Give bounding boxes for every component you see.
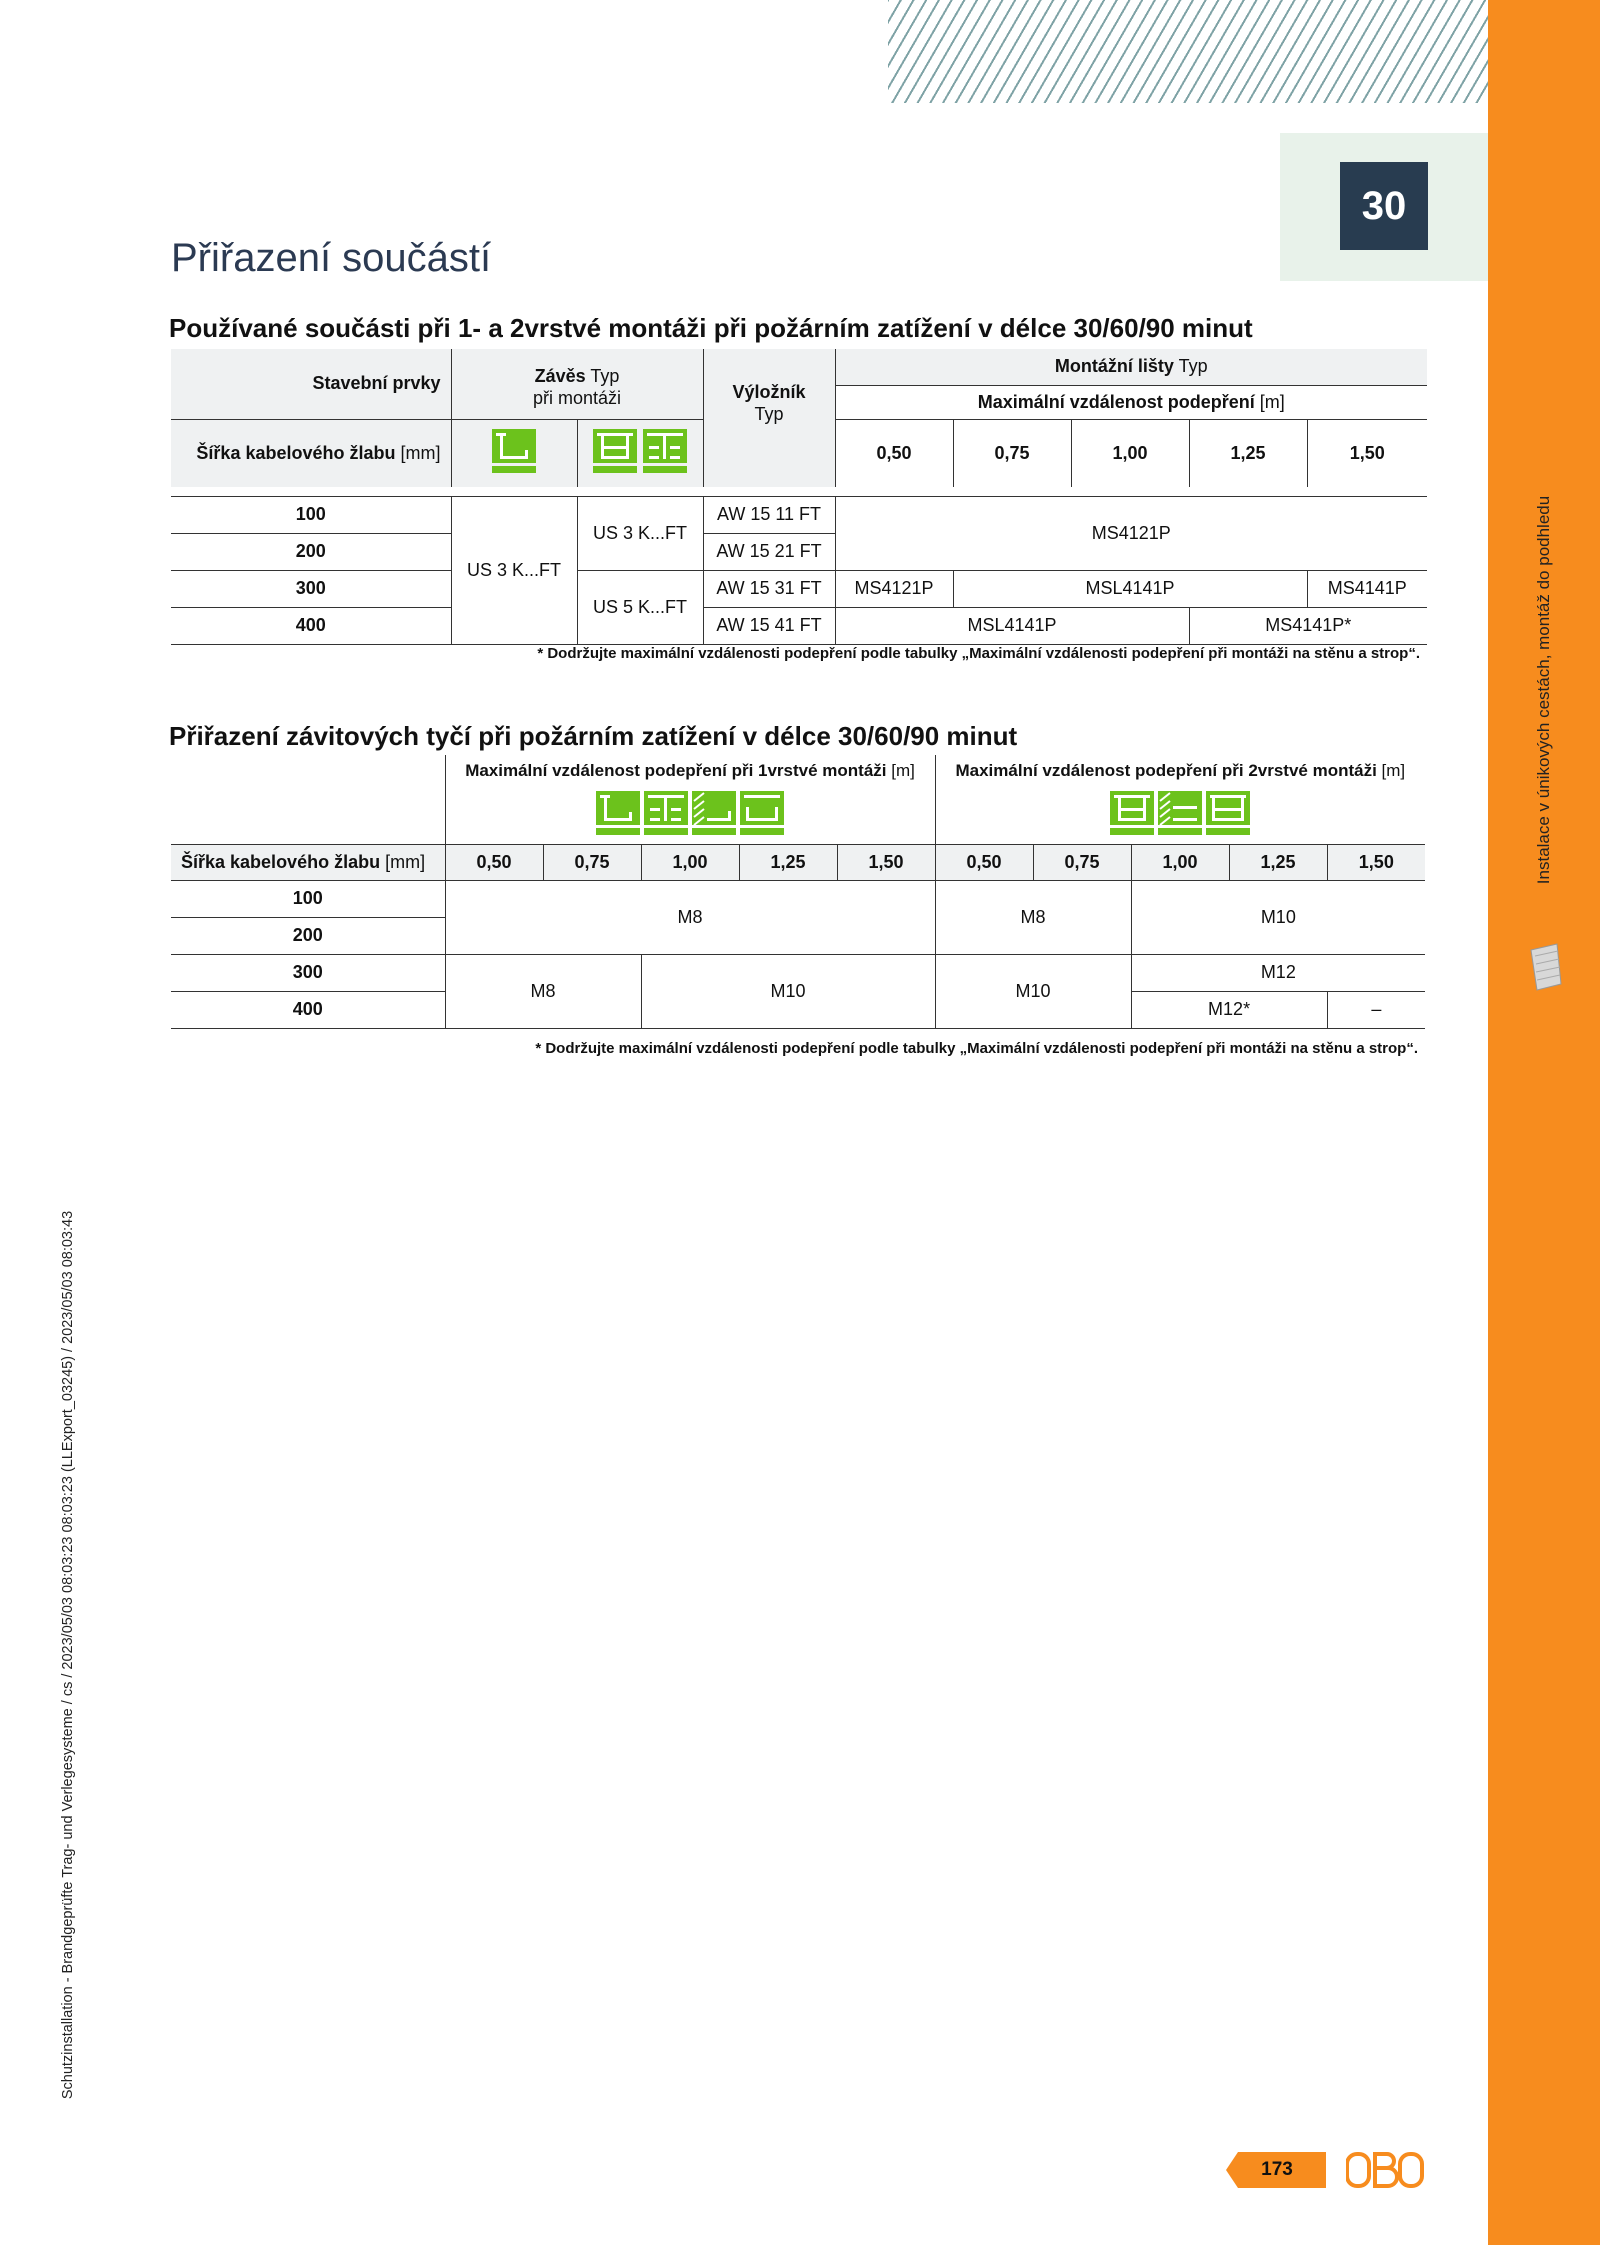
section2-footnote: * Dodržujte maximální vzdálenosti podepření podle tabulky „Maximální vzdálenosti podepření při montáži na stěnu a strop“. [535,1040,1418,1057]
hanger-icon-cell-2 [577,419,703,487]
header-max-distance [835,385,1427,419]
single-layer-mount-icon [492,429,536,473]
rod-m8-2layer: M8 [935,880,1131,954]
t-hanger-icon [644,791,688,835]
rail-cell: MSL4141P [835,607,1189,644]
section1-footnote: * Dodržujte maximální vzdálenosti podepření podle tabulky „Maximální vzdálenosti podepření při montáži na stěnu a strop“. [537,645,1420,662]
rail-cell: MS4121P [835,570,953,607]
rail-cell: MSL4141P [953,570,1307,607]
single-layer-mount-icon [596,791,640,835]
rail-cell: MS4141P* [1189,607,1427,644]
distance-4: 1,50 [837,844,935,880]
wall-mount-icon [692,791,736,835]
empty-header [171,755,445,844]
width-cell: 300 [171,570,451,607]
distance-3: 1,25 [1189,419,1307,487]
double-hanger-icon [593,429,637,473]
header-1layer [445,755,935,787]
width-cell: 400 [171,607,451,644]
bracket-cell: AW 15 41 FT [703,607,835,644]
header-zaves [451,349,703,419]
head2-label: Maximální vzdálenost podepření při 2vrstvé montáži [955,761,1377,780]
header-2layer [935,755,1425,787]
table-row [171,880,1425,917]
distance-4: 1,50 [1307,419,1427,487]
chapter-number: 30 [1340,162,1428,250]
distance-9: 1,50 [1327,844,1425,880]
width-cell: 200 [171,917,445,954]
wall-double-mount-icon [1158,791,1202,835]
head2-unit: [m] [1376,761,1406,780]
side-bar [1488,0,1600,2245]
header-vylozenik [703,349,835,487]
rod-m10-2layer: M10 [1131,880,1425,954]
width-cell: 200 [171,533,451,570]
icons-1layer [445,787,935,844]
distance-0: 0,50 [445,844,543,880]
frame-mount-icon [1206,791,1250,835]
table-row [171,607,1427,644]
hatch-pattern [888,0,1488,103]
cable-tray-icon [1527,942,1563,997]
bracket-cell: AW 15 31 FT [703,570,835,607]
export-info: Schutzinstallation - Brandgeprüfte Trag- und Verlegesysteme / cs / 2023/05/03 08:03:23 08:03:23 (LLExport_03245) / 2023/05/03 08:03:43 [60,1210,76,2100]
header-montazni-listy [835,349,1427,385]
section2-title: Přiřazení závitových tyčí při požárním zatížení v délce 30/60/90 minut [169,721,1018,751]
floor-mount-icon [740,791,784,835]
hanger-icon-cell-1 [451,419,577,487]
head1-label: Maximální vzdálenost podepření při 1vrstvé montáži [465,761,887,780]
rod-m8-lower: M8 [445,954,641,1028]
distance-1: 0,75 [543,844,641,880]
montazni-typ: Typ [1173,356,1208,377]
max-distance-label: Maximální vzdálenost podepření [977,391,1255,412]
distance-3: 1,25 [739,844,837,880]
distance-2: 1,00 [1071,419,1189,487]
distance-5: 0,50 [935,844,1033,880]
obo-logo [1346,2150,1424,2190]
table-row [171,954,1425,991]
table-row [171,570,1427,607]
vylozenik-label: Výložník [732,382,806,402]
hanger-us3: US 3 K...FT [577,496,703,570]
rod-m8-1layer: M8 [445,880,935,954]
zaves-sub: při montáži [532,388,622,408]
table-row [171,496,1427,533]
icons-2layer [935,787,1425,844]
hanger-us3-all: US 3 K...FT [451,496,577,644]
width-cell: 100 [171,496,451,533]
vylozenik-typ: Typ [754,404,784,424]
distance-6: 0,75 [1033,844,1131,880]
section1-title: Používané součásti při 1- a 2vrstvé montáži při požárním zatížení v délce 30/60/90 minut [169,313,1253,343]
double-hanger-icon [1110,791,1154,835]
rod-m10-lower: M10 [641,954,935,1028]
rod-m10-2layer-lower: M10 [935,954,1131,1028]
rail-ms4121p: MS4121P [835,496,1427,570]
page-title: Přiřazení součástí [171,236,492,280]
bracket-cell: AW 15 21 FT [703,533,835,570]
head1-unit: [m] [886,761,915,780]
zaves-typ: Typ [585,366,620,386]
distance-7: 1,00 [1131,844,1229,880]
distance-0: 0,50 [835,419,953,487]
threaded-rod-table [171,755,1425,1029]
bracket-cell: AW 15 11 FT [703,496,835,533]
sirka2-label: Šířka kabelového žlabu [181,851,381,872]
rod-dash: – [1327,991,1425,1028]
montazni-label: Montážní lišty [1054,356,1174,377]
distance-8: 1,25 [1229,844,1327,880]
rail-cell: MS4141P [1307,570,1427,607]
header-sirka-2 [171,844,445,880]
hanger-us5: US 5 K...FT [577,570,703,644]
t-hanger-icon [643,429,687,473]
distance-1: 0,75 [953,419,1071,487]
width-cell: 300 [171,954,445,991]
header-stavebni-prvky: Stavební prvky [171,349,451,419]
sirka-unit: [mm] [395,442,441,463]
max-distance-unit: [m] [1254,391,1285,412]
width-cell: 100 [171,880,445,917]
zaves-label: Závěs [534,366,586,386]
width-cell: 400 [171,991,445,1028]
header-sirka [171,419,451,487]
components-table [171,349,1427,645]
rod-m12: M12 [1131,954,1425,991]
distance-2: 1,00 [641,844,739,880]
side-bar-text: Instalace v únikových cestách, montáž do podhledu [1534,495,1553,885]
rod-m12-star: M12* [1131,991,1327,1028]
page-number: 173 [1261,2159,1293,2180]
sirka-label: Šířka kabelového žlabu [196,442,396,463]
sirka2-unit: [mm] [380,851,426,872]
